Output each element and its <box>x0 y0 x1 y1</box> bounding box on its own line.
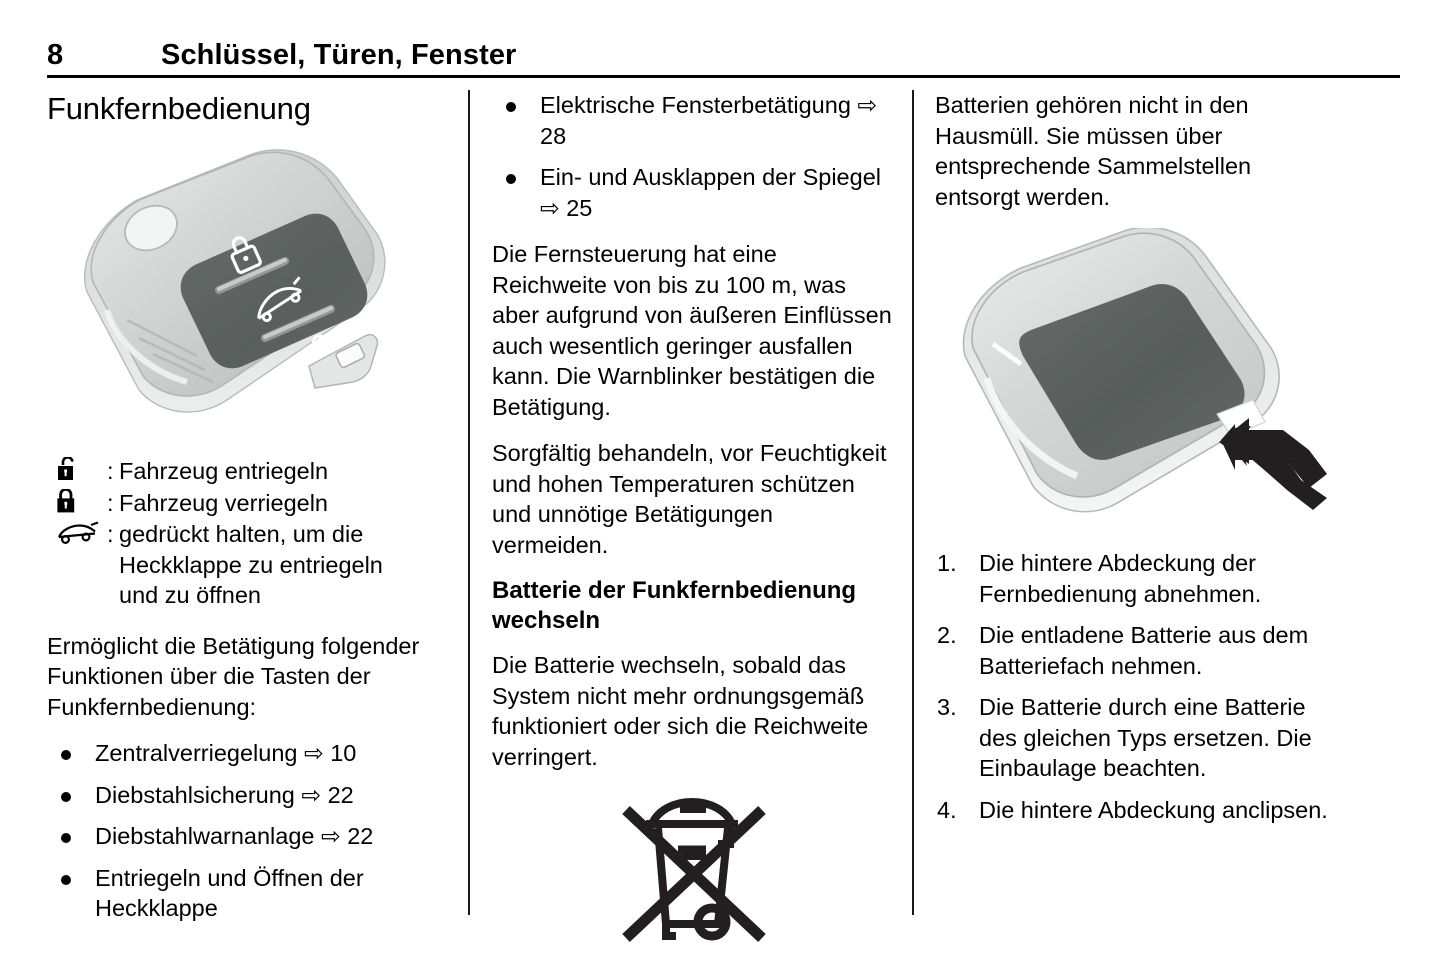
legend-row-tailgate <box>47 519 447 611</box>
list-item: Diebstahlwarnanlage ⇨ 22 <box>47 821 447 852</box>
step-text: Die entladene Batterie aus dem Batteriefach nehmen. <box>979 622 1309 679</box>
page-header <box>47 38 1400 74</box>
list-item <box>935 692 1335 784</box>
legend-colon: : <box>107 458 114 484</box>
right-column <box>935 90 1335 940</box>
intro-paragraph: Ermöglicht die Betätigung folgender Funktionen über die Tasten der Funkfernbedienung: <box>47 632 420 720</box>
step-number: 3. <box>937 694 957 720</box>
legend-row-lock <box>47 488 447 519</box>
chapter-title: Schlüssel, Türen, Fenster <box>161 39 517 71</box>
legend-label-tailgate-line1: gedrückt halten, um die <box>119 521 364 547</box>
range-paragraph: Die Fernsteuerung hat eine Reichweite von bis zu 100 m, was aber aufgrund von äußeren Einflüssen auch wesentlich geringer ausfallen kann. Die Warnblinker bestätigen die Betätigung. <box>492 241 892 420</box>
header-rule <box>47 75 1400 78</box>
page-number: 8 <box>47 39 64 71</box>
list-item: Diebstahlsicherung ⇨ 22 <box>47 780 447 811</box>
figure-remote-key-fob-front <box>47 142 447 442</box>
list-item: Ein- und Ausklappen der Spiegel ⇨ 25 <box>492 162 892 223</box>
battery-change-paragraph: Die Batterie wechseln, sobald das System nicht mehr ordnungsgemäß funktioniert oder sich die Reichweite verringert. <box>492 652 869 770</box>
unlock-icon <box>55 456 101 486</box>
key-fob-front-illustration <box>47 142 397 442</box>
legend-label-unlock: Fahrzeug entriegeln <box>119 458 329 484</box>
legend-colon: : <box>107 521 114 547</box>
list-item <box>935 548 1335 609</box>
battery-disposal-paragraph: Batterien gehören nicht in den Hausmüll. Sie müssen über entsprechende Sammelstellen entsorgt werden. <box>935 92 1252 210</box>
step-number: 2. <box>937 622 957 648</box>
lock-icon <box>55 488 101 518</box>
column-divider-left <box>468 90 470 915</box>
legend-label-tailgate <box>119 519 447 611</box>
list-item: Elektrische Fensterbetätigung ⇨ 28 <box>492 90 892 151</box>
car-tailgate-icon <box>55 519 101 549</box>
legend-label-lock: Fahrzeug verriegeln <box>119 489 328 516</box>
care-paragraph: Sorgfältig behandeln, vor Feuchtigkeit und hohen Temperaturen schützen und unnötige Betätigungen vermeiden. <box>492 440 887 558</box>
step-text: Die Batterie durch eine Batterie des gleichen Typs ersetzen. Die Einbaulage beachten. <box>979 694 1312 781</box>
left-column <box>47 90 447 940</box>
content-columns <box>0 90 1445 940</box>
list-item <box>935 795 1335 826</box>
legend-label-tailgate-line3: und zu öffnen <box>119 582 261 608</box>
column-divider-right <box>912 90 914 915</box>
battery-replacement-steps <box>935 548 1335 825</box>
list-item <box>935 620 1335 681</box>
section-heading-funkfernbedienung: Funkfernbedienung <box>47 91 311 126</box>
key-fob-back-illustration <box>935 228 1335 538</box>
step-number: 1. <box>937 550 957 576</box>
step-text: Die hintere Abdeckung anclipsen. <box>979 796 1328 823</box>
function-bullet-list-continued <box>492 90 892 223</box>
section-heading-battery-change: Batterie der Funkfernbedienung wechseln <box>492 577 857 634</box>
function-bullet-list <box>47 738 447 924</box>
legend-label-tailgate-line2: Heckklappe zu entriegeln <box>119 551 383 578</box>
legend-row-unlock <box>47 456 447 487</box>
button-legend <box>47 456 447 611</box>
weee-crossed-out-wheelie-bin-icon <box>612 788 772 958</box>
step-text: Die hintere Abdeckung der Fernbedienung abnehmen. <box>979 550 1262 607</box>
middle-column <box>492 90 892 940</box>
list-item: Zentralverriegelung ⇨ 10 <box>47 738 447 769</box>
step-number: 4. <box>937 796 957 823</box>
legend-colon: : <box>107 489 114 516</box>
list-item: Entriegeln und Öffnen der Heckklappe <box>47 863 447 924</box>
figure-remote-key-fob-back <box>935 228 1335 538</box>
figure-weee-symbol <box>492 788 892 958</box>
